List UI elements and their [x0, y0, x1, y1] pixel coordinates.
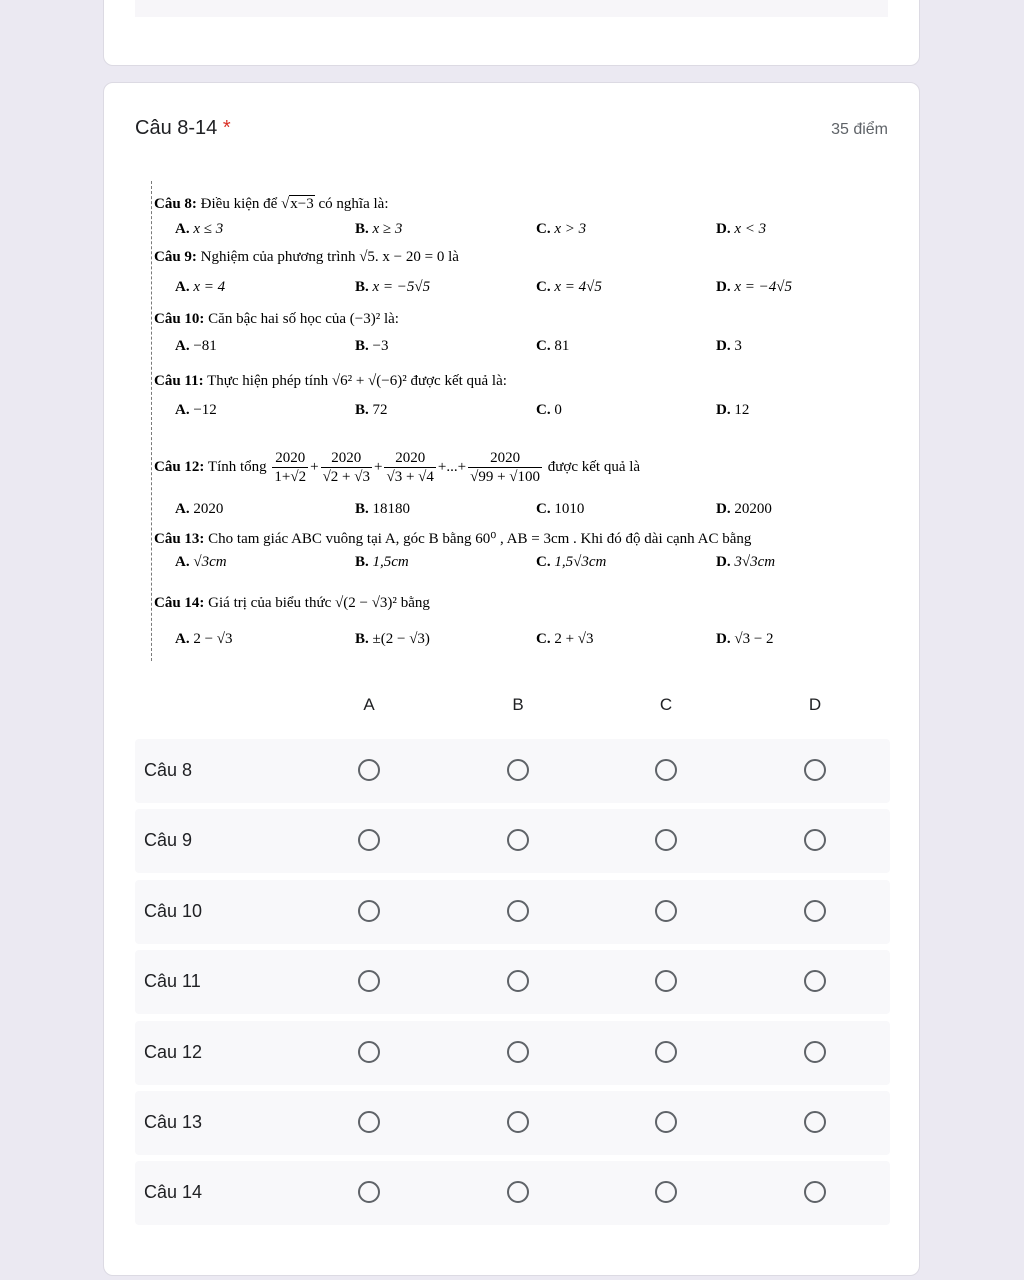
q10-option-a: A. −81	[175, 338, 217, 354]
grid-row-label: Câu 14	[144, 1182, 203, 1202]
radio-cau-10-b[interactable]	[507, 900, 529, 922]
grid-row-cau-9	[135, 809, 890, 873]
previous-question-input-area	[135, 0, 888, 17]
q14-stem: Câu 14: Giá trị của biểu thức √(2 − √3)² bằng	[154, 595, 430, 611]
q13-stem: Câu 13: Cho tam giác ABC vuông tại A, góc B bằng 60⁰ , AB = 3cm . Khi đó độ dài cạnh AC bằng	[154, 531, 752, 547]
radio-cau-14-a[interactable]	[358, 1181, 380, 1203]
radio-cau-14-b[interactable]	[507, 1181, 529, 1203]
question-title	[135, 117, 231, 140]
radio-cau-8-a[interactable]	[358, 759, 380, 781]
q14-option-a: A. 2 − √3	[175, 631, 233, 647]
q11-option-b: B. 72	[355, 402, 388, 418]
q13-option-b: B. 1,5cm	[355, 554, 409, 570]
q9-option-c: C. x = 4√5	[536, 279, 602, 295]
radio-cau-13-b[interactable]	[507, 1111, 529, 1133]
radio-cau-8-c[interactable]	[655, 759, 677, 781]
grid-row-cau-13	[135, 1091, 890, 1155]
q12-option-c: C. 1010	[536, 501, 585, 517]
radio-cau-11-b[interactable]	[507, 970, 529, 992]
radio-cau-13-a[interactable]	[358, 1111, 380, 1133]
q8-option-b: B. x ≥ 3	[355, 221, 403, 237]
question-title-text: Câu 8-14	[135, 117, 218, 139]
q12-option-b: B. 18180	[355, 501, 411, 517]
q12-fraction-2: $\frac{2020}{√2 + √3}$	[322, 450, 371, 485]
radio-cau-10-d[interactable]	[804, 900, 826, 922]
q8-option-d: D. x < 3	[716, 221, 767, 237]
q13-option-d: D. 3√3cm	[716, 554, 776, 570]
q10-option-b: B. −3	[355, 338, 389, 354]
q12-fraction-3: $\frac{2020}{√3 + √4}$	[386, 450, 434, 485]
radio-cau-12-c[interactable]	[655, 1041, 677, 1063]
q13-option-a: A. √3cm	[175, 554, 227, 570]
grid-row-label: Cau 12	[144, 1042, 203, 1062]
radio-cau-12-d[interactable]	[804, 1041, 826, 1063]
radio-cau-13-d[interactable]	[804, 1111, 826, 1133]
grid-column-a: A	[363, 695, 375, 714]
radio-cau-9-a[interactable]	[358, 829, 380, 851]
radio-cau-14-d[interactable]	[804, 1181, 826, 1203]
radio-cau-8-b[interactable]	[507, 759, 529, 781]
q9-option-a: A. x = 4	[175, 279, 226, 295]
q12-option-a: A. 2020	[175, 501, 224, 517]
q8-option-c: C. x > 3	[536, 221, 587, 237]
radio-cau-10-c[interactable]	[655, 900, 677, 922]
radio-cau-9-c[interactable]	[655, 829, 677, 851]
required-asterisk: *	[222, 117, 231, 139]
radio-cau-11-a[interactable]	[358, 970, 380, 992]
grid-row-cau-8	[135, 739, 890, 803]
grid-column-d: D	[808, 695, 822, 714]
radio-cau-11-c[interactable]	[655, 970, 677, 992]
grid-row-label: Câu 11	[144, 971, 201, 991]
previous-question-card	[103, 0, 920, 66]
radio-cau-13-c[interactable]	[655, 1111, 677, 1133]
question-image	[151, 181, 892, 661]
q9-stem: Câu 9: Nghiệm của phương trình √5. x − 20 = 0 là	[154, 249, 459, 265]
q8-option-a: A. x ≤ 3	[175, 221, 224, 237]
radio-cau-9-b[interactable]	[507, 829, 529, 851]
q10-option-c: C. 81	[536, 338, 570, 354]
q11-option-d: D. 12	[716, 402, 750, 418]
question-card	[103, 82, 920, 1276]
grid-row-cau-10	[135, 880, 890, 944]
grid-row-cau-14	[135, 1161, 890, 1225]
q11-option-a: A. −12	[175, 402, 217, 418]
grid-row-label: Câu 13	[144, 1112, 203, 1132]
q13-option-c: C. 1,5√3cm	[536, 554, 607, 570]
radio-cau-12-b[interactable]	[507, 1041, 529, 1063]
q12-stem: Câu 12: Tính tổng $\frac{2020}{1+√2}$ + $\frac{2020}{√2 + √3}$ + $\frac{2020}{√3 + √4}$ +...+ $\frac{2020}{√99 + √100}$ được kết quả là	[154, 450, 641, 485]
q9-option-d: D. x = −4√5	[716, 279, 792, 295]
q11-option-c: C. 0	[536, 402, 562, 418]
grid-row-cau-11	[135, 950, 890, 1014]
q10-option-d: D. 3	[716, 338, 742, 354]
radio-cau-9-d[interactable]	[804, 829, 826, 851]
radio-cau-8-d[interactable]	[804, 759, 826, 781]
grid-row-label: Câu 9	[144, 830, 193, 850]
radio-cau-10-a[interactable]	[358, 900, 380, 922]
q12-fraction-4: $\frac{2020}{√99 + √100}$	[470, 450, 541, 485]
grid-row-cau-12	[135, 1021, 890, 1085]
q14-option-d: D. √3 − 2	[716, 631, 774, 647]
grid-column-b: B	[512, 695, 524, 714]
q14-option-c: C. 2 + √3	[536, 631, 594, 647]
grid-column-c: C	[659, 695, 673, 714]
q12-fraction-1: $\frac{2020}{1+√2}$	[274, 450, 307, 485]
radio-cau-11-d[interactable]	[804, 970, 826, 992]
radio-cau-14-c[interactable]	[655, 1181, 677, 1203]
question-points: 35 điểm	[831, 121, 888, 138]
q14-option-b: B. ±(2 − √3)	[355, 631, 430, 647]
q10-stem: Câu 10: Căn bậc hai số học của (−3)² là:	[154, 311, 399, 327]
q9-option-b: B. x = −5√5	[355, 279, 431, 295]
q11-stem: Câu 11: Thực hiện phép tính √6² + √(−6)² được kết quả là:	[154, 373, 507, 389]
grid-row-label: Câu 8	[144, 760, 193, 780]
q12-option-d: D. 20200	[716, 501, 772, 517]
q8-stem: Câu 8: Điều kiện để √x−3 có nghĩa là:	[154, 196, 389, 212]
grid-row-label: Câu 10	[144, 901, 203, 921]
radio-cau-12-a[interactable]	[358, 1041, 380, 1063]
